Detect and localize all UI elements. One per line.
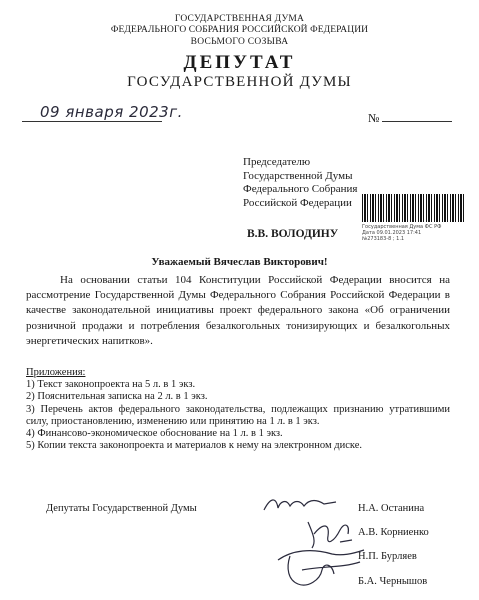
addressee-line1: Председателю <box>243 156 311 168</box>
appendix-item: 1) Текст законопроекта на 5 л. в 1 экз. <box>26 379 196 391</box>
signature-scribble-3 <box>272 540 372 590</box>
stamp-line2: Дата 09.01.2023 17:41 <box>362 230 422 236</box>
appendix <box>26 367 450 452</box>
addressee-line4: Российской Федерации <box>243 196 352 209</box>
signer-name: Н.А. Останина <box>358 503 425 514</box>
letterhead-line2: ФЕДЕРАЛЬНОГО СОБРАНИЯ РОССИЙСКОЙ ФЕДЕРАЦИИ <box>110 25 369 35</box>
handwritten-date: 09 января 2023г. <box>40 103 183 121</box>
letterhead-subtitle: ГОСУДАРСТВЕННОЙ ДУМЫ <box>127 74 352 90</box>
letter-body <box>26 273 450 349</box>
stamp-line1: Государственная Дума ФС РФ <box>362 224 442 230</box>
number-underline <box>382 121 452 122</box>
addressee-line2: Государственной Думы <box>243 169 353 182</box>
signer-name: Б.А. Чернышов <box>358 576 428 587</box>
letterhead-line1: ГОСУДАРСТВЕННАЯ ДУМА <box>174 14 305 24</box>
letterhead-title: ДЕПУТАТ <box>183 52 296 73</box>
signatures-label: Депутаты Государственной Думы <box>46 503 197 514</box>
greeting: Уважаемый Вячеслав Викторович! <box>151 256 328 268</box>
barcode <box>362 194 464 222</box>
addressee-name: В.В. ВОЛОДИНУ <box>247 228 339 240</box>
appendix-item: 3) Перечень актов федерального законодательства, подлежащих признанию утратившими силу, приостановлению, изменению или принятию на 1 л. в 1 экз. <box>26 403 450 427</box>
signer-name: А.В. Корниенко <box>358 527 429 538</box>
appendix-item: 4) Финансово-экономическое обоснование на 1 л. в 1 экз. <box>26 428 283 440</box>
appendix-title: Приложения: <box>26 367 86 378</box>
appendix-item: 5) Копии текста законопроекта и материалов к нему на электронном диске. <box>26 440 362 452</box>
appendix-item: 2) Пояснительная записка на 2 л. в 1 экз. <box>26 391 208 403</box>
signer-name: Н.П. Бурляев <box>358 551 417 562</box>
registration-stamp <box>362 224 464 242</box>
number-sign: № <box>368 111 380 125</box>
stamp-line3: №273183-8 ; 1.1 <box>362 236 405 242</box>
date-underline <box>22 121 162 122</box>
addressee-line3: Федерального Собрания <box>243 183 358 195</box>
letterhead-line3: ВОСЬМОГО СОЗЫВА <box>190 37 289 47</box>
body-paragraph: На основании статьи 104 Конституции Российской Федерации вносится на рассмотрение Государственной Думы Федерального Собрания Российской Федерации в качестве законодательной инициативы проект федерального закона «Об ограничении розничной продажи и потребления безалкогольных тонизирующих и безалкогольных энергетических напитков». <box>26 274 450 347</box>
